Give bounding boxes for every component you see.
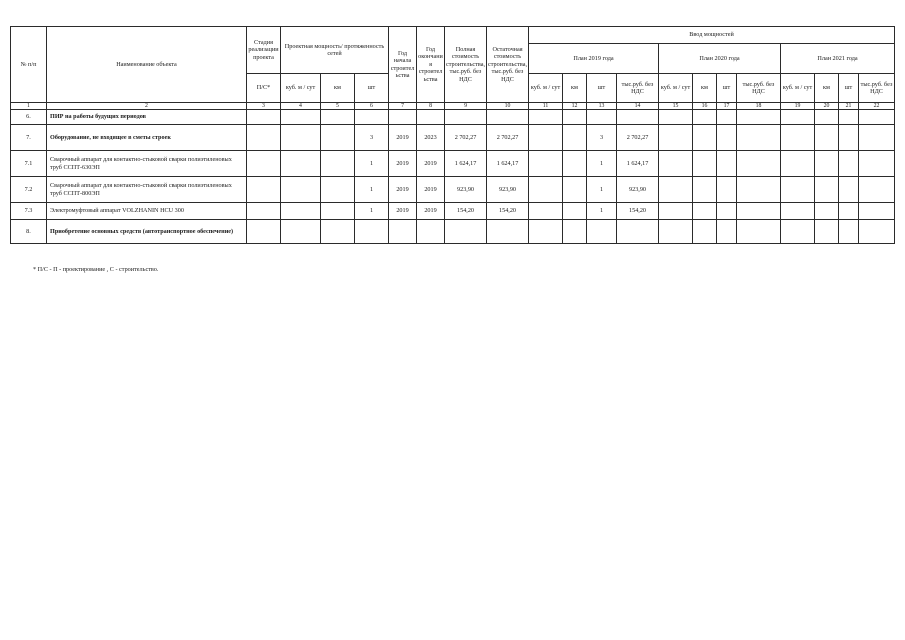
row-2019-cost <box>617 220 659 244</box>
row-2020-cost <box>737 177 781 203</box>
row-2021-pcs <box>839 151 859 177</box>
table-row <box>11 203 895 220</box>
column-number-row <box>11 103 895 110</box>
row-2021-volume <box>781 203 815 220</box>
header-stage: Стадия реализации проекта <box>247 27 281 74</box>
row-2020-cost <box>737 125 781 151</box>
row-2020-pcs <box>717 125 737 151</box>
row-number: 7.3 <box>11 203 47 220</box>
header-unit-pcs: шт <box>355 74 389 103</box>
header-2021-cost: тыс.руб. без НДС <box>859 74 895 103</box>
row-km <box>321 203 355 220</box>
row-year-start: 2019 <box>389 177 417 203</box>
header-stage-sub: П/С* <box>247 74 281 103</box>
column-number: 22 <box>859 103 895 110</box>
row-year-start: 2019 <box>389 151 417 177</box>
row-volume <box>281 177 321 203</box>
row-2020-km <box>693 177 717 203</box>
row-year-start <box>389 110 417 125</box>
row-km <box>321 151 355 177</box>
row-volume <box>281 203 321 220</box>
column-number: 12 <box>563 103 587 110</box>
column-number: 11 <box>529 103 563 110</box>
row-2021-pcs <box>839 203 859 220</box>
row-2021-volume <box>781 125 815 151</box>
row-2021-km <box>815 203 839 220</box>
column-number: 10 <box>487 103 529 110</box>
column-number: 9 <box>445 103 487 110</box>
header-2020-volume: куб. м / сут <box>659 74 693 103</box>
row-volume <box>281 220 321 244</box>
row-2021-pcs <box>839 125 859 151</box>
row-2021-pcs <box>839 110 859 125</box>
row-year-start <box>389 220 417 244</box>
row-2020-pcs <box>717 151 737 177</box>
header-2021-pcs: шт <box>839 74 859 103</box>
row-stage <box>247 177 281 203</box>
row-year-end: 2023 <box>417 125 445 151</box>
row-2020-volume <box>659 177 693 203</box>
column-number: 4 <box>281 103 321 110</box>
row-rest-cost <box>487 110 529 125</box>
column-number: 5 <box>321 103 355 110</box>
row-2019-volume <box>529 151 563 177</box>
row-stage <box>247 151 281 177</box>
row-2021-cost <box>859 110 895 125</box>
row-number: 7.2 <box>11 177 47 203</box>
row-2021-cost <box>859 177 895 203</box>
header-no: № п/п <box>11 27 47 103</box>
row-2020-volume <box>659 203 693 220</box>
row-2020-cost <box>737 151 781 177</box>
row-name: ПИР на работы будущих периодов <box>47 110 247 125</box>
column-number: 20 <box>815 103 839 110</box>
row-rest-cost: 923,90 <box>487 177 529 203</box>
row-name: Оборудование, не входящее в сметы строек <box>47 125 247 151</box>
row-full-cost <box>445 220 487 244</box>
column-number: 6 <box>355 103 389 110</box>
row-pcs <box>355 110 389 125</box>
row-pcs: 1 <box>355 151 389 177</box>
row-name: Сварочный аппарат для контактно-стыковой сварки полиэтиленовых труб ССПТ-630ЭП <box>47 151 247 177</box>
header-plan-2019: План 2019 года <box>529 44 659 74</box>
column-number: 13 <box>587 103 617 110</box>
header-2021-km: км <box>815 74 839 103</box>
row-rest-cost: 2 702,27 <box>487 125 529 151</box>
row-year-end <box>417 110 445 125</box>
column-number: 16 <box>693 103 717 110</box>
row-2019-km <box>563 177 587 203</box>
row-volume <box>281 151 321 177</box>
row-2020-cost <box>737 220 781 244</box>
header-plan-2020: План 2020 года <box>659 44 781 74</box>
row-2019-volume <box>529 220 563 244</box>
row-2019-pcs: 1 <box>587 151 617 177</box>
row-rest-cost: 154,20 <box>487 203 529 220</box>
row-2019-km <box>563 220 587 244</box>
row-2019-volume <box>529 110 563 125</box>
row-stage <box>247 203 281 220</box>
column-number: 8 <box>417 103 445 110</box>
header-2020-cost: тыс.руб. без НДС <box>737 74 781 103</box>
header-rest-cost: Остаточная стоимость строительства, тыс.руб. без НДС <box>487 27 529 103</box>
row-2019-pcs: 1 <box>587 177 617 203</box>
row-2021-volume <box>781 220 815 244</box>
column-number: 3 <box>247 103 281 110</box>
row-2020-km <box>693 220 717 244</box>
row-2019-cost <box>617 110 659 125</box>
row-stage <box>247 125 281 151</box>
investment-program-table <box>10 26 895 244</box>
row-2020-pcs <box>717 110 737 125</box>
row-2021-km <box>815 220 839 244</box>
row-2021-km <box>815 151 839 177</box>
row-2021-volume <box>781 110 815 125</box>
header-plan-2021: План 2021 года <box>781 44 895 74</box>
row-2020-volume <box>659 125 693 151</box>
row-year-start: 2019 <box>389 203 417 220</box>
row-name: Приобретение основных средств (автотранспортное обеспечение) <box>47 220 247 244</box>
row-year-end <box>417 220 445 244</box>
row-year-end: 2019 <box>417 177 445 203</box>
row-2020-pcs <box>717 177 737 203</box>
capacity-table-sheet <box>10 26 894 244</box>
column-number: 2 <box>47 103 247 110</box>
row-rest-cost <box>487 220 529 244</box>
row-2019-pcs <box>587 110 617 125</box>
row-2019-km <box>563 110 587 125</box>
row-2020-volume <box>659 151 693 177</box>
row-2021-volume <box>781 177 815 203</box>
row-2019-pcs <box>587 220 617 244</box>
header-2019-volume: куб. м / сут <box>529 74 563 103</box>
row-2021-km <box>815 110 839 125</box>
row-rest-cost: 1 624,17 <box>487 151 529 177</box>
row-km <box>321 177 355 203</box>
header-unit-volume: куб. м / сут <box>281 74 321 103</box>
row-2021-cost <box>859 220 895 244</box>
row-2020-km <box>693 151 717 177</box>
row-pcs: 1 <box>355 177 389 203</box>
row-km <box>321 220 355 244</box>
column-number: 18 <box>737 103 781 110</box>
header-unit-km: км <box>321 74 355 103</box>
column-number: 21 <box>839 103 859 110</box>
table-row <box>11 110 895 125</box>
row-2019-km <box>563 151 587 177</box>
row-2019-volume <box>529 203 563 220</box>
row-2021-km <box>815 177 839 203</box>
row-2019-cost: 2 702,27 <box>617 125 659 151</box>
row-2019-km <box>563 203 587 220</box>
row-2021-volume <box>781 151 815 177</box>
row-volume <box>281 110 321 125</box>
row-2019-cost: 154,20 <box>617 203 659 220</box>
header-name: Наименование объекта <box>47 27 247 103</box>
row-number: 8. <box>11 220 47 244</box>
footnote: * П/С - П - проектирование , С - строительство. <box>33 266 159 273</box>
column-number: 15 <box>659 103 693 110</box>
row-km <box>321 125 355 151</box>
row-2020-km <box>693 203 717 220</box>
row-stage <box>247 110 281 125</box>
row-number: 7. <box>11 125 47 151</box>
header-year-start: Год начала строительства <box>389 27 417 103</box>
header-2020-km: км <box>693 74 717 103</box>
table-row <box>11 125 895 151</box>
row-2019-volume <box>529 177 563 203</box>
row-number: 6. <box>11 110 47 125</box>
column-number: 7 <box>389 103 417 110</box>
table-row <box>11 151 895 177</box>
row-2019-cost: 1 624,17 <box>617 151 659 177</box>
row-2020-pcs <box>717 220 737 244</box>
row-year-start: 2019 <box>389 125 417 151</box>
row-2021-km <box>815 125 839 151</box>
table-row <box>11 177 895 203</box>
row-2021-pcs <box>839 177 859 203</box>
column-number: 1 <box>11 103 47 110</box>
header-capacity: Проектная мощность/ протяженность сетей <box>281 27 389 74</box>
row-number: 7.1 <box>11 151 47 177</box>
row-2021-cost <box>859 203 895 220</box>
header-2019-cost: тыс.руб. без НДС <box>617 74 659 103</box>
row-2019-pcs: 3 <box>587 125 617 151</box>
row-volume <box>281 125 321 151</box>
column-number: 17 <box>717 103 737 110</box>
row-year-end: 2019 <box>417 151 445 177</box>
row-km <box>321 110 355 125</box>
row-2019-km <box>563 125 587 151</box>
row-full-cost <box>445 110 487 125</box>
row-2020-km <box>693 110 717 125</box>
row-full-cost: 923,90 <box>445 177 487 203</box>
column-number: 14 <box>617 103 659 110</box>
row-pcs: 3 <box>355 125 389 151</box>
header-2019-km: км <box>563 74 587 103</box>
header-2020-pcs: шт <box>717 74 737 103</box>
table-body <box>11 110 895 244</box>
row-2020-cost <box>737 110 781 125</box>
header-2021-volume: куб. м / сут <box>781 74 815 103</box>
row-stage <box>247 220 281 244</box>
row-2020-pcs <box>717 203 737 220</box>
row-name: Электромуфтовый аппарат VOLZHANIN HCU 300 <box>47 203 247 220</box>
header-year-end: Год окончания строительства <box>417 27 445 103</box>
table-row <box>11 220 895 244</box>
row-2021-cost <box>859 151 895 177</box>
row-full-cost: 1 624,17 <box>445 151 487 177</box>
header-commissioning: Ввод мощностей <box>529 27 895 44</box>
row-name: Сварочный аппарат для контактно-стыковой сварки полиэтиленовых труб ССПТ-800ЭП <box>47 177 247 203</box>
row-2021-pcs <box>839 220 859 244</box>
row-full-cost: 2 702,27 <box>445 125 487 151</box>
row-2020-volume <box>659 110 693 125</box>
row-2019-pcs: 1 <box>587 203 617 220</box>
column-number: 19 <box>781 103 815 110</box>
row-2019-volume <box>529 125 563 151</box>
row-2019-cost: 923,90 <box>617 177 659 203</box>
row-2020-cost <box>737 203 781 220</box>
row-year-end: 2019 <box>417 203 445 220</box>
row-full-cost: 154,20 <box>445 203 487 220</box>
row-2021-cost <box>859 125 895 151</box>
row-2020-km <box>693 125 717 151</box>
header-full-cost: Полная стоимость строительства, тыс.руб. без НДС <box>445 27 487 103</box>
row-pcs <box>355 220 389 244</box>
header-2019-pcs: шт <box>587 74 617 103</box>
row-2020-volume <box>659 220 693 244</box>
row-pcs: 1 <box>355 203 389 220</box>
